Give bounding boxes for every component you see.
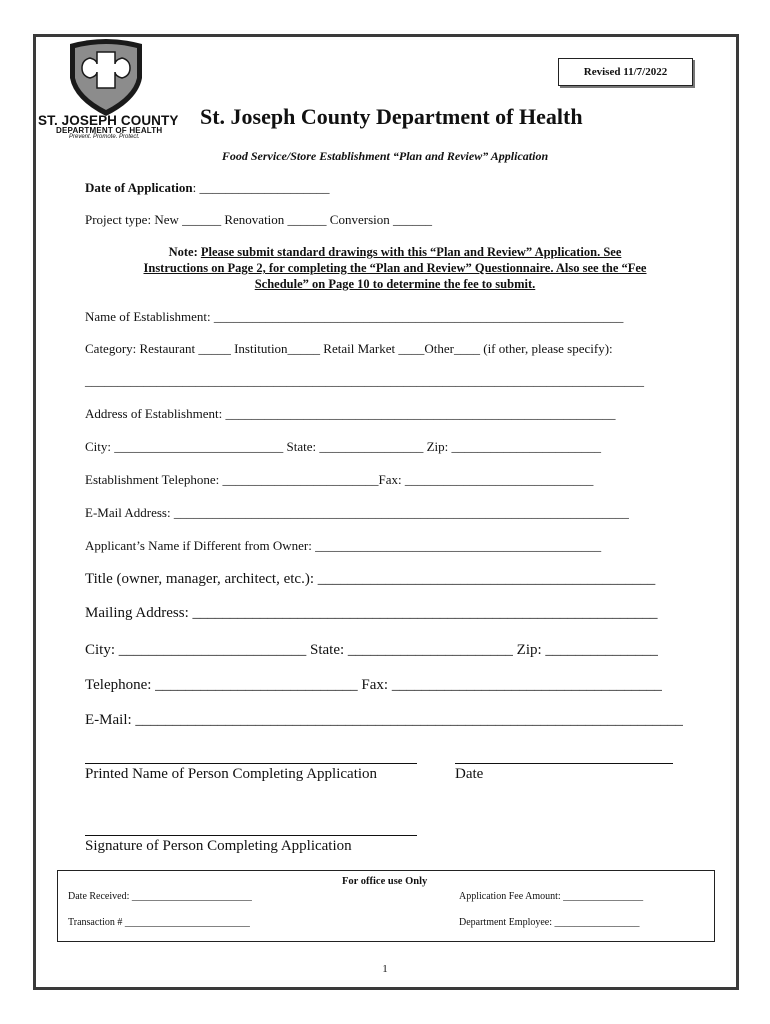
note-paragraph [100,244,690,292]
mailing-address-field[interactable]: Mailing Address: ______________________________________________________________ [85,605,658,621]
email-field[interactable]: E-Mail: _________________________________________________________________________ [85,712,683,728]
date-label: Date [455,766,484,782]
page-title: St. Joseph County Department of Health [200,104,583,129]
category-field[interactable]: Category: Restaurant _____ Institution_____ Retail Market ____Other____ (if other, please specify): [85,341,613,356]
date-received-field[interactable]: Date Received: ________________________ [68,891,252,902]
application-fee-amount-field[interactable]: Application Fee Amount: ________________ [459,891,644,902]
logo-name: ST. JOSEPH COUNTY [38,113,179,128]
name-of-establishment-field[interactable]: Name of Establishment: _______________________________________________________________ [85,309,624,324]
page-number: 1 [382,963,388,975]
title-field[interactable]: Title (owner, manager, architect, etc.): _____________________________________________ [85,571,656,587]
note-line-1-text: Please submit standard drawings with this “Plan and Review” Application. See [200,245,622,259]
logo-tagline: Prevent. Promote. Protect. [69,134,140,140]
mailing-city-state-zip-field[interactable]: City: _________________________ State: ______________________ Zip: _______________ [85,642,658,658]
date-of-application-label: Date of Application [85,180,193,195]
note-line-2-text: Instructions on Page 2, for completing the “Plan and Review” Questionnaire. Also see the “Fee [143,261,647,275]
office-use-title: For office use Only [342,876,428,887]
printed-name-line[interactable] [85,763,417,764]
telephone-fax-field[interactable]: Telephone: ___________________________ Fax: ____________________________________ [85,677,662,693]
project-type-field[interactable]: Project type: New ______ Renovation ______ Conversion ______ [85,212,432,227]
applicant-name-field[interactable]: Applicant’s Name if Different from Owner: ____________________________________________ [85,538,602,553]
note-prefix: Note: [168,245,201,259]
printed-name-label: Printed Name of Person Completing Application [85,766,378,782]
category-specify-blank[interactable]: ______________________________________________________________________________________ [85,373,644,388]
page-subtitle: Food Service/Store Establishment “Plan and Review” Application [221,149,549,163]
address-of-establishment-field[interactable]: Address of Establishment: ____________________________________________________________ [85,406,616,421]
revised-date-box: Revised 11/7/2022 [558,58,693,86]
department-employee-field[interactable]: Department Employee: _________________ [459,917,640,928]
email-address-field[interactable]: E-Mail Address: ______________________________________________________________________ [85,505,629,520]
transaction-number-field[interactable]: Transaction # _________________________ [68,917,250,928]
note-line-3-text: Schedule” on Page 10 to determine the fee to submit. [254,277,536,291]
note-line-2 [100,260,690,276]
note-line-1 [100,244,690,260]
health-department-logo-icon [60,38,152,118]
establishment-city-state-zip-field[interactable]: City: __________________________ State: ________________ Zip: _______________________ [85,439,602,454]
signature-line[interactable] [85,835,417,836]
note-line-3 [100,276,690,292]
date-line[interactable] [455,763,673,764]
logo-department: DEPARTMENT OF HEALTH [56,126,163,135]
date-of-application-field[interactable] [85,180,330,196]
signature-label: Signature of Person Completing Application [85,838,352,854]
date-of-application-blank: : ____________________ [192,180,330,195]
establishment-telephone-fax-field[interactable]: Establishment Telephone: ________________________Fax: _____________________________ [85,472,594,487]
